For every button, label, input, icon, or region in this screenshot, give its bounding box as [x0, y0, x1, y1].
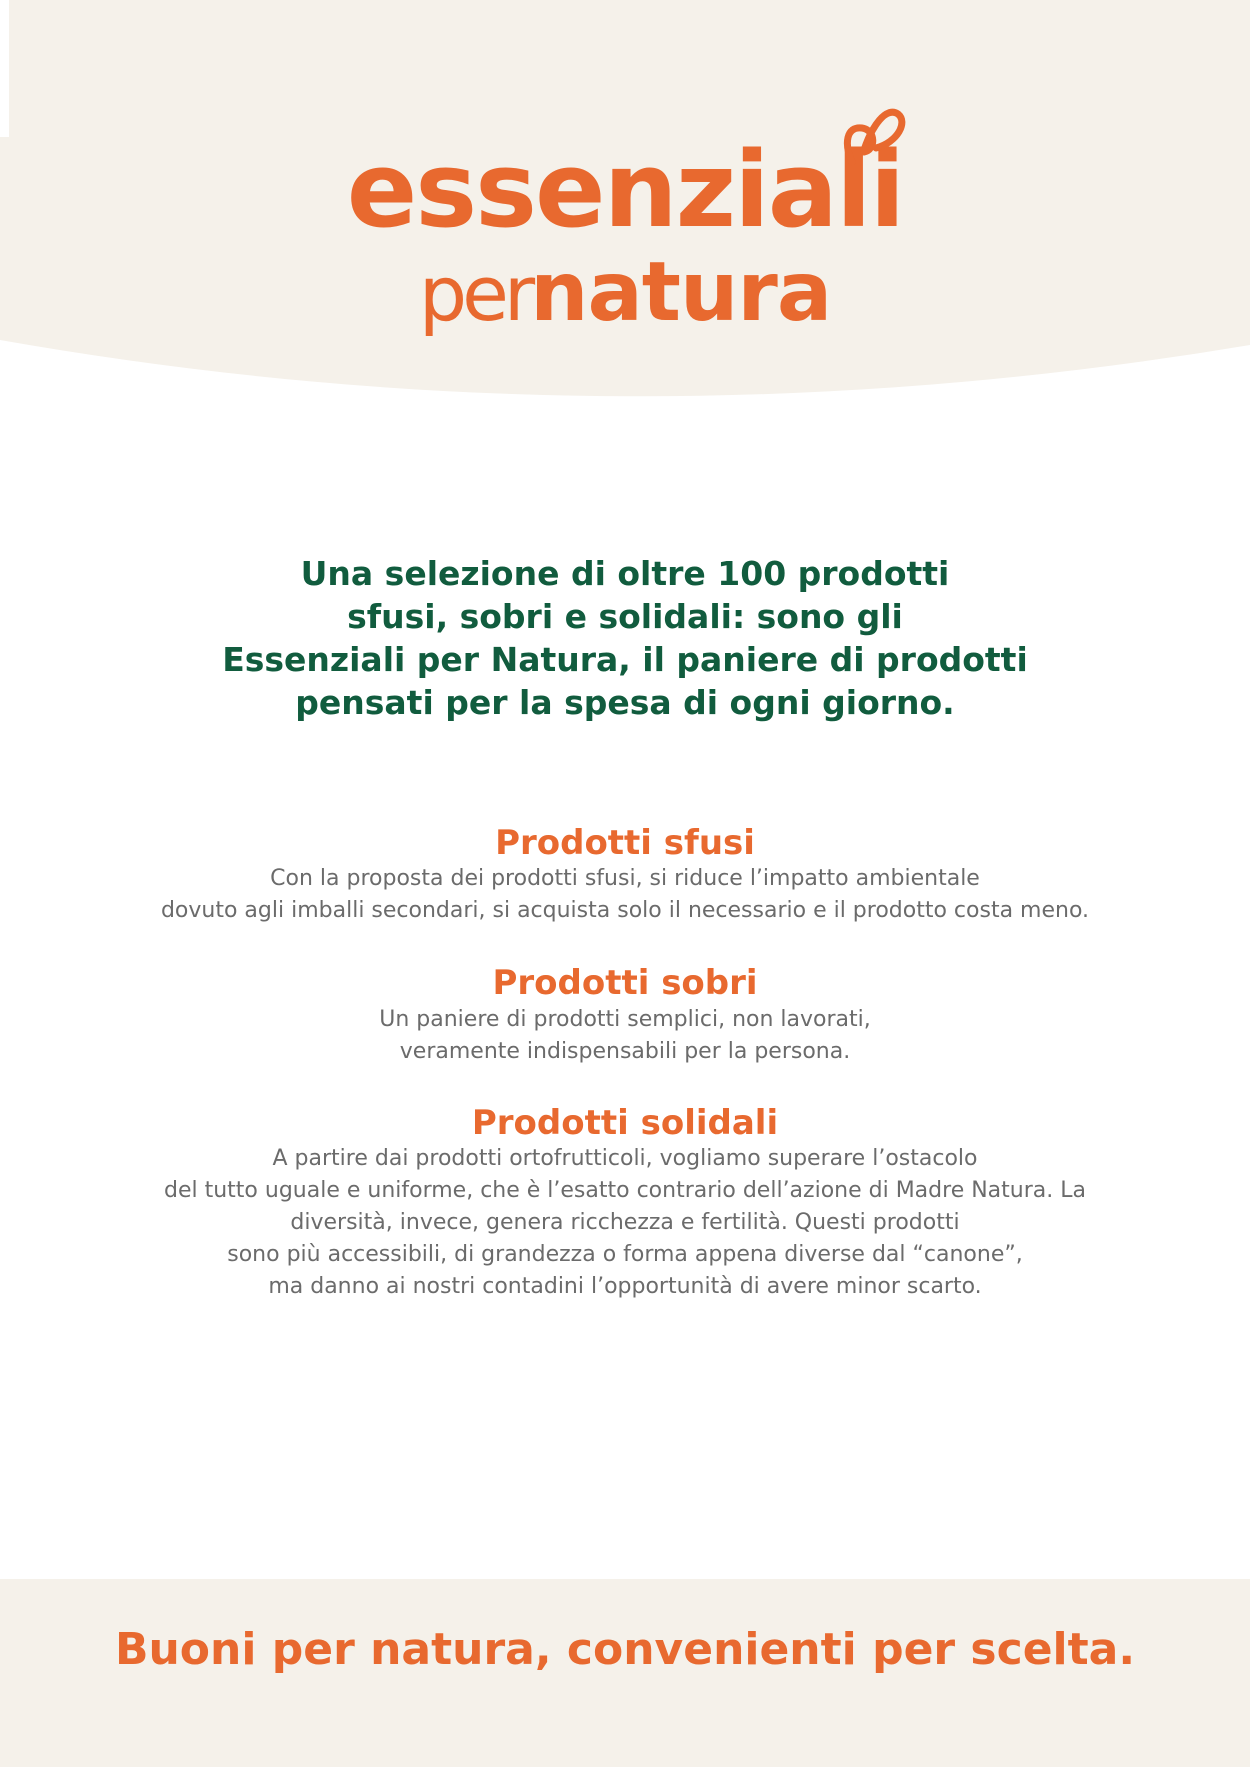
section-line: del tutto uguale e uniforme, che è l’esatto contrario dell’azione di Madre Natura. La: [164, 1178, 1086, 1203]
section-line: Un paniere di prodotti semplici, non lavorati,: [379, 1007, 871, 1032]
section-line: Con la proposta dei prodotti sfusi, si riduce l’impatto ambientale: [270, 866, 980, 891]
intro-line: Essenziali per Natura, il paniere di prodotti: [222, 640, 1028, 679]
section-title-sfusi: Prodotti sfusi: [495, 823, 755, 863]
footer-slogan: Buoni per natura, convenienti per scelta.: [114, 1624, 1136, 1675]
section-body-sfusi: [100, 863, 1150, 927]
logo-natura: natura: [530, 245, 832, 340]
intro-line: pensati per la spesa di ogni giorno.: [295, 683, 955, 722]
section-body-sobri: [100, 1004, 1150, 1068]
section-line: ma danno ai nostri contadini l’opportunità di avere minor scarto.: [268, 1274, 982, 1299]
logo-per: per: [418, 249, 531, 338]
section-line: dovuto agli imballi secondari, si acquista solo il necessario e il prodotto costa meno.: [160, 898, 1090, 923]
intro-text: [100, 552, 1150, 724]
logo-pernatura: [0, 245, 1250, 340]
section-title-solidali: Prodotti solidali: [471, 1103, 779, 1143]
bow-icon: [842, 100, 908, 170]
section-title-sobri: Prodotti sobri: [492, 963, 758, 1003]
section-line: sono più accessibili, di grandezza o forma appena diverse dal “canone”,: [227, 1242, 1023, 1267]
header-notch: [0, 0, 9, 137]
intro-line: Una selezione di oltre 100 prodotti: [300, 554, 950, 593]
section-body-solidali: [100, 1143, 1150, 1303]
intro-line: sfusi, sobri e solidali: sono gli: [347, 597, 903, 636]
logo-essenziali: essenziali: [346, 129, 904, 251]
section-line: veramente indispensabili per la persona.: [399, 1039, 851, 1064]
section-line: diversità, invece, genera ricchezza e fertilità. Questi prodotti: [290, 1210, 960, 1235]
section-line: A partire dai prodotti ortofrutticoli, vogliamo superare l’ostacolo: [272, 1146, 978, 1171]
